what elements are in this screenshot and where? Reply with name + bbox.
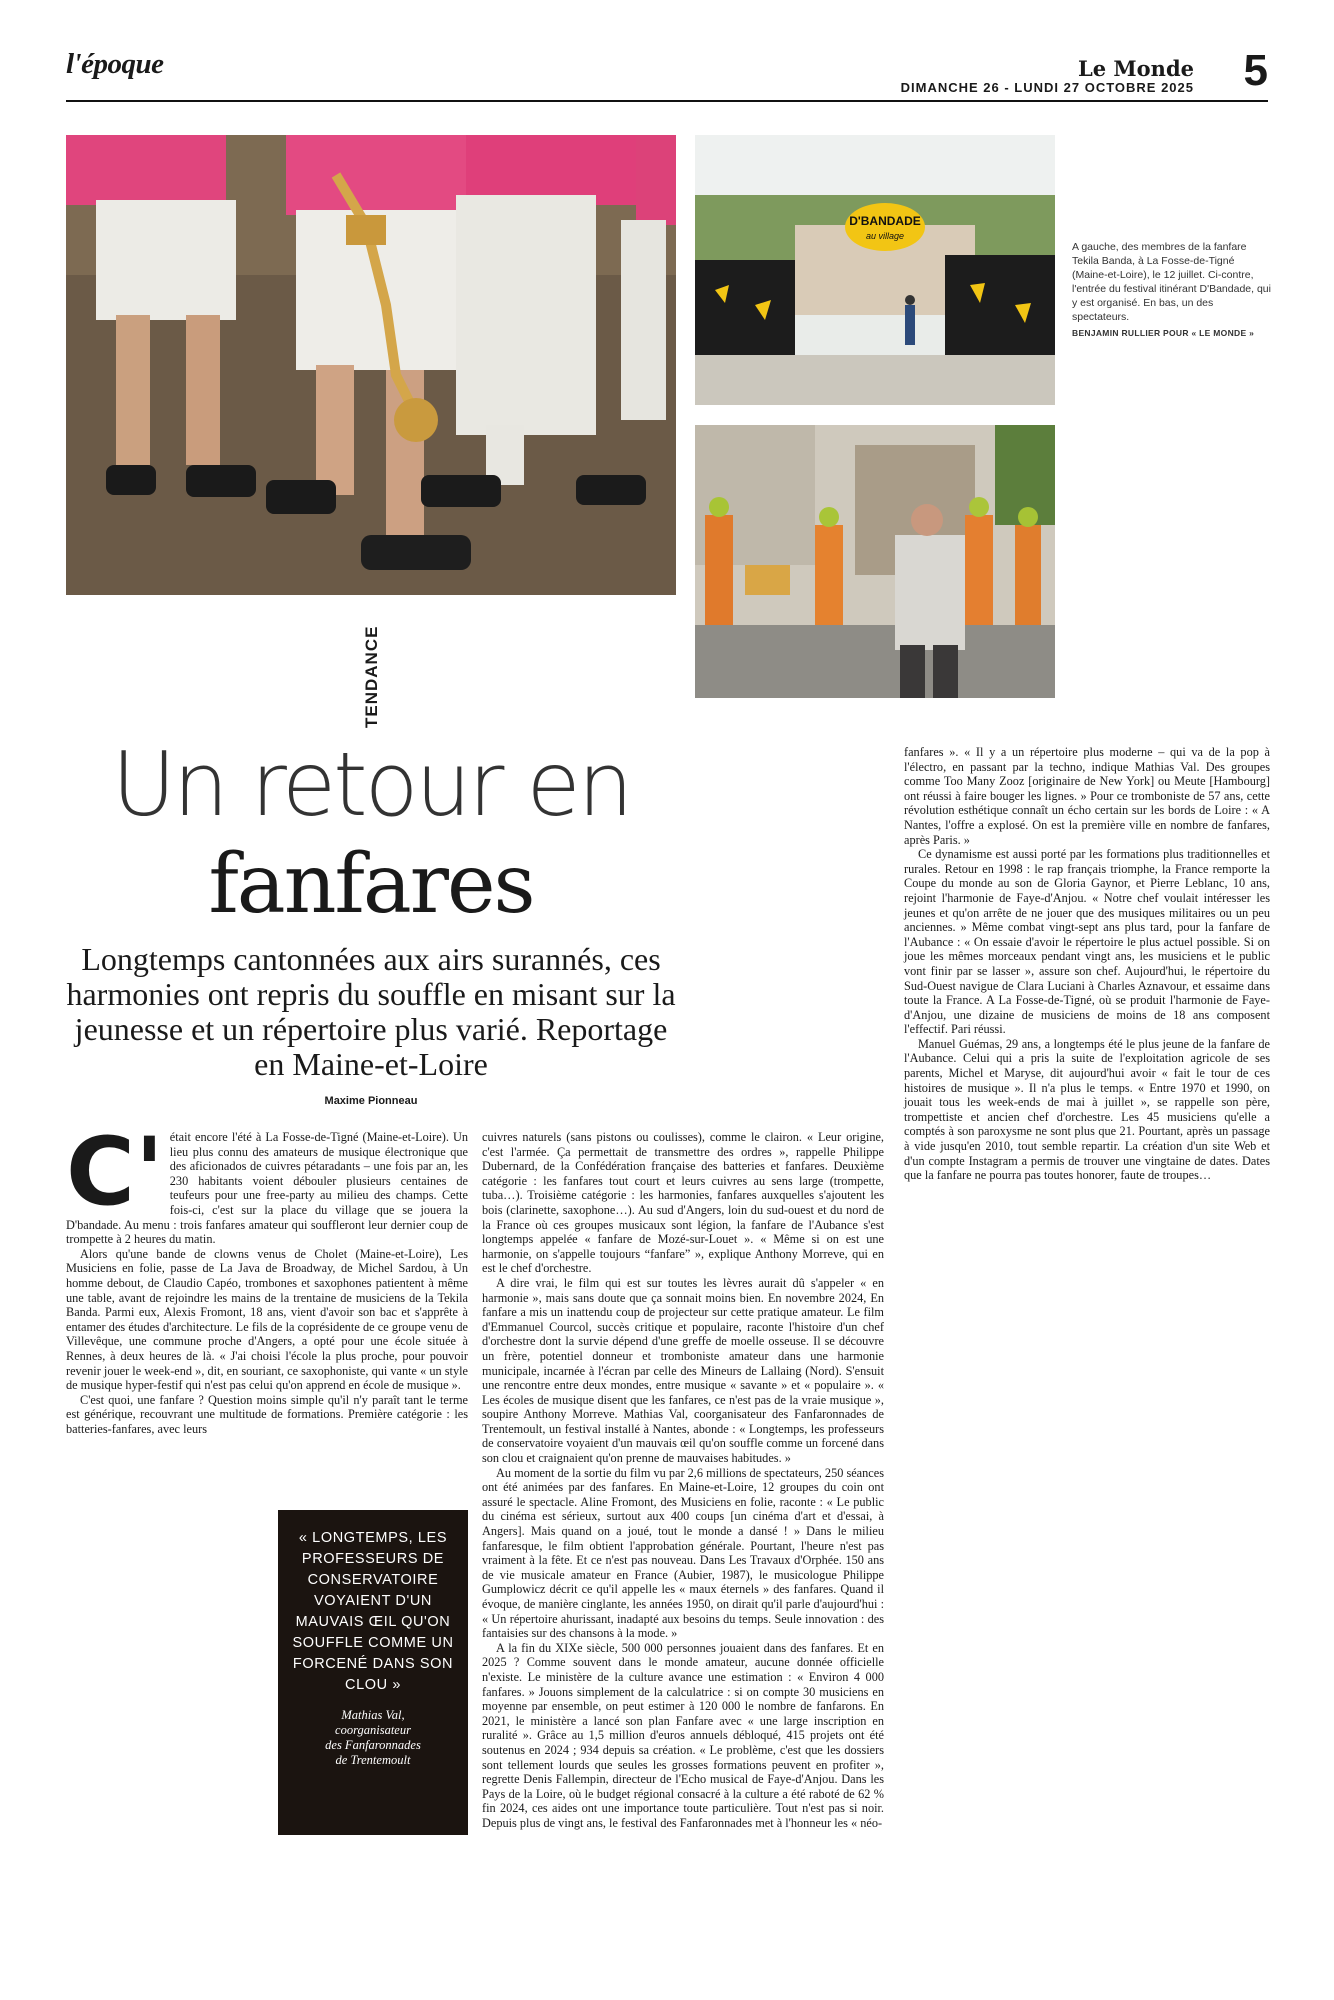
article-column-2 (482, 1130, 884, 1831)
svg-text:au village: au village (865, 231, 905, 241)
newspaper-name: Le Monde (1077, 56, 1194, 81)
paragraph: Alors qu'une bande de clowns venus de Cholet (Maine-et-Loire), Les Musiciens en folie, passe de La Java de Broadway, de Michel Sardou, à Un homme debout, de Claudio Capéo, trombones et saxophones patientent à même une table, avant de rejoindre les mains de la trentaine de musiciens de la Tekila Banda. Parmi eux, Alexis Fromont, 18 ans, vient d'avoir son bac et s'apprête à entamer des études d'architecture. Le fils de la coprésidente de ce groupe venu de Villevêque, une commune proche d'Angers, a opté pour une école située à Rennes, à deux heures de là. « J'ai choisi l'école la plus proche, pour pouvoir revenir jouer le week-end », dit, en souriant, ce saxophoniste, qui vante « un style de musique hyper-festif qui n'est pas celui qu'on apprend en école de musique ». (66, 1246, 468, 1393)
drop-cap: C' (66, 1118, 164, 1227)
paragraph: Manuel Guémas, 29 ans, a longtemps été le plus jeune de la fanfare de l'Aubance. Celui qui a pris la suite de l'exploitation agricole de ses parents, Michel et Maryse, dit aujourd'hui avoir « fait le tour de ces histoires de musique ». Il n'a plus le temps. « Entre 1970 et 1990, on jouait tous les week-ends de mai à juillet », se rappelle son père, trompettiste et ancien chef d'orchestre. Les 45 musiciens qu'elle a comptés à son paroxysme ne sont plus que 21. Pourtant, après un passage à vide jusqu'en 2010, tout semble repartir. La création d'un site Web et d'un compte Instagram a permis de trouver une vingtaine de dates. Dates que la fanfare ne pourra pas toutes honorer, faute de troupes… (904, 1036, 1270, 1183)
article-kicker: TENDANCE (362, 625, 381, 728)
paragraph: cuivres naturels (sans pistons ou coulisses), comme le clairon. « Leur origine, c'est l'armée. Ça permettait de transmettre des ordres », rappelle Philippe Dubernard, de la Confédération française des batteries et fanfares. Deuxième catégorie : les fanfares tout court et leurs cuivres au sens large (trompette, tuba…). Troisième catégorie : les harmonies, fanfares auxquelles s'ajoutent les bois (clarinette, saxophone…). Au sud d'Angers, loin du sud-ouest et du nord de la France où ces groupes musicaux sont légion, la fanfare de l'Aubance s'est longtemps appelée « fanfare de Mozé-sur-Louet ». « Même si on est une harmonie, on s'appelle toujours “fanfare” », explique Anthony Morreve, qui en est le chef d'orchestre. (482, 1130, 884, 1276)
paragraph: A dire vrai, le film qui est sur toutes les lèvres aurait dû s'appeler « en harmonie », mais sans doute que ça sonnait moins bien. En novembre 2024, En fanfare a mis un inattendu coup de projecteur sur cette pratique amateur. Le film d'Emmanuel Courcol, succès critique et populaire, raconte l'histoire d'un chef d'orchestre dont la survie dépend d'une greffe de moelle osseuse. Il se découvre un frère, potentiel donneur et tromboniste amateur dans une harmonie municipale, incarnée à l'écran par celle des Mineurs de Lallaing (Nord). S'ensuit une rencontre entre deux mondes, entre musique « savante » et « populaire ». « Les écoles de musique disent que les fanfares, ce n'est pas de la vraie musique », soupire Anthony Morreve. Mathias Val, coorganisateur des Fanfaronnades de Trentemoult, un festival installé à Nantes, abonde : « Longtemps, les professeurs de conservatoire voyaient d'un mauvais œil qu'on souffle comme un forcené dans son clou et craignaient qu'on prenne de mauvaises habitudes. » (482, 1275, 884, 1466)
headline-line-1: Un retour en (111, 733, 631, 836)
paragraph: C' était encore l'été à La Fosse-de-Tigné (Maine-et-Loire). Un lieu plus connu des amateurs de musique électronique que des aficionados de cuivres pétaradants – une fois par an, les 230 habitants voient débouler plusieurs centaines de teufeurs pour une free-party au milieu des champs. Cette fois-ci, c'est sur la place du village que se jouera la D'bandade. Au menu : trois fanfares amateur qui souffleront leur dernier coup de trompette à 2 heures du matin. (66, 1118, 468, 1247)
issue-date: DIMANCHE 26 - LUNDI 27 OCTOBRE 2025 (900, 80, 1194, 95)
byline: Maxime Pionneau (324, 1095, 418, 1107)
festival-sign: D'BANDADE (849, 214, 921, 228)
page-number: 5 (1243, 46, 1268, 95)
header-rule (66, 100, 1268, 102)
photo-festival-entrance (695, 135, 1055, 405)
paragraph: C'est quoi, une fanfare ? Question moins simple qu'il n'y paraît tant le terme est générique, recouvrant une multitude de formations. Première catégorie : les batteries-fanfares, avec leurs (66, 1392, 468, 1436)
article-deck: Longtemps cantonnées aux airs surannés, ces harmonies ont repris du souffle en misant sur la jeunesse et un répertoire plus varié. Reportage en Maine-et-Loire (66, 941, 676, 1082)
headline-line-2: fanfares (208, 837, 534, 932)
paragraph: Ce dynamisme est aussi porté par les formations plus traditionnelles et rurales. Retour en 1998 : le rap français triomphe, la France remporte la Coupe du monde au son de Gloria Gaynor, et Pierre Leblanc, 10 ans, rejoint l'harmonie de Faye-d'Anjou. « Notre chef voulait intéresser les jeunes et qu'on arrête de ne jouer que des musiques militaires ou un peu anciennes. » Même combat vingt-sept ans plus tard, pour la fanfare de l'Aubance : « On essaie d'avoir le répertoire le plus actuel possible. Si on joue les mêmes morceaux pendant vingt ans, les musiciens et le public vont finir par se lasser », assure son chef. Aujourd'hui, le répertoire du Sud-Ouest navigue de Clara Luciani à Charles Aznavour, et essaime dans toute la France. A La Fosse-de-Tigné, où se produit l'harmonie de Faye-d'Anjou, une dizaine de musiciens de moins de 18 ans composent l'effectif. Pari réussi. (904, 847, 1270, 1037)
caption-text: A gauche, des membres de la fanfare Tekila Banda, à La Fosse-de-Tigné (Maine-et-Loire), le 12 juillet. Ci-contre, l'entrée du festival itinérant D'Bandade, qui y est organisé. En bas, un des spectateurs. (1072, 241, 1271, 323)
section-name: l'époque (66, 48, 164, 80)
paragraph: fanfares ». « Il y a un répertoire plus moderne – qui va de la pop à l'électro, en passant par la techno, indique Mathias Val. Des groupes comme Too Many Zooz [originaire de New York] ou Meute [Hambourg] ont réussi à faire bouger les lignes. » Pour ce tromboniste de 57 ans, cette révolution esthétique connaît un écho certain sur les bords de Loire : « A Nantes, l'offre a explosé. On est la première ville en nombre de fanfares, après Paris. » (904, 745, 1270, 847)
paragraph: Au moment de la sortie du film vu par 2,6 millions de spectateurs, 250 séances ont été animées par des fanfares. En Maine-et-Loire, 12 groupes du coin ont assuré le spectacle. Aline Fromont, des Musiciens en folie, raconte : « Le public du cinéma est sérieux, surtout aux 400 coups [un cinéma d'art et d'essai, à Angers]. Mais quand on a joué, tout le monde a dansé ! » Dans le milieu fanfaresque, le film obtient l'approbation générale. Pourtant, l'heure n'est pas vraiment à la fête. Et ce n'est pas nouveau. Dans Les Travaux d'Orphée. 150 ans de vie musicale amateur en France (Aubier, 1987), le musicologue Philippe Gumplowicz décrit ce qu'il appelle les « maux éternels » des fanfares. Quand il évoque, de manière cinglante, les années 1950, on dirait qu'il parle d'aujourd'hui : « Un répertoire ahurissant, inadapté aux besoins du temps. Seule innovation : des fantaisies sur des chansons à la mode. » (482, 1465, 884, 1641)
article-column-1 (66, 1118, 468, 1436)
pull-quote-attribution: Mathias Val, coorganisateur des Fanfaronnades de Trentemoult (325, 1708, 421, 1767)
paragraph: A la fin du XIXe siècle, 500 000 personnes jouaient dans des fanfares. Et en 2025 ? Comme souvent dans le monde amateur, aucune donnée officielle n'existe. Le ministère de la culture avance une estimation : « Environ 4 000 fanfares. » Jouons simplement de la calculatrice : si on compte 30 musiciens en moyenne par ensemble, on peut estimer à 120 000 le nombre de fanfarons. En 2021, le ministère a lancé son plan Fanfare avec « une large inscription en ruralité ». Grâce au 1,5 million d'euros annuels débloqué, 415 projets ont été soutenus en 2024 ; 934 depuis sa création. « Le problème, c'est que les dossiers sont tellement lourds que seules les grosses formations peuvent en profiter », regrette Denis Fallempin, directeur de l'Echo musical de Faye-d'Anjou. Dans les Pays de la Loire, où le budget régional consacré à la culture a été raboté de 62 % fin 2024, ces aides ont une importance toute particulière. Tout n'est pas si noir. Depuis plus de vingt ans, le festival des Fanfaronnades met à l'honneur les « néo- (482, 1640, 884, 1830)
photo-musicians-trumpet (66, 135, 676, 595)
photo-credit: BENJAMIN RULLIER POUR « LE MONDE » (1072, 328, 1255, 338)
photo-caption (1072, 240, 1272, 340)
pull-quote-box (278, 1510, 468, 1835)
photo-parade-spectator (695, 425, 1055, 698)
pull-quote-text: « LONGTEMPS, LES PROFESSEURS DE CONSERVATOIRE VOYAIENT D'UN MAUVAIS ŒIL QU'ON SOUFFLE COMME UN FORCENÉ DANS SON CLOU » (292, 1530, 454, 1693)
article-column-3 (904, 745, 1270, 1183)
